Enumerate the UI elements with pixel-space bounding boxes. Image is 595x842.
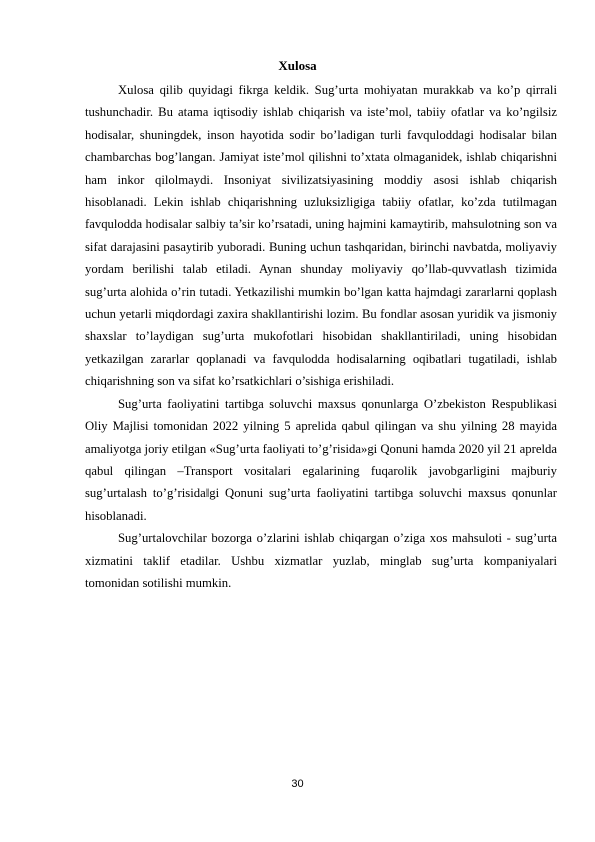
paragraph-conclusion-intro: Xulosa qilib quyidagi fikrga keldik. Sug’urta mohiyatan murakkab va ko’p qirrali tushunchadir. Bu atama iqtisodiy ishlab chiqarish va iste’mol, tabiiy ofatlar va ko’ngilsiz hodisalar, shuningdek, inson hayotida sodir bo’ladigan turli favquloddagi hodisalar bilan chambarchas bog’langan. Jamiyat iste’mol qilishni to’xtata olmaganidek, ishlab chiqarishni ham inkor qilolmaydi. Insoniyat sivilizatsiyasining moddiy asosi ishlab chiqarish hisoblanadi. Lekin ishlab chiqarishning uzluksizligiga tabiiy ofatlar, ko’zda tutilmagan favqulodda hodisalar salbiy ta’sir ko’rsatadi, uning hajmini kamaytirib, mahsulotning son va sifat darajasini pasaytirib yuboradi. Buning uchun tashqaridan, birinchi navbatda, moliyaviy yordam berilishi talab etiladi. Aynan shunday moliyaviy qo’llab-quvvatlash tizimida sug’urta alohida o’rin tutadi. Yetkazilishi mumkin bo’lgan katta hajmdagi zararlarni qoplash uchun yetarli miqdordagi zaxira shakllantirishi lozim. Bu fondlar asosan yuridik va jismoniy shaxslar to’laydigan sug’urta mukofotlari hisobidan shakllantiriladi, uning hisobidan yetkazilgan zararlar qoplanadi va favqulodda hodisalarning oqibatlari tugatiladi, ishlab chiqarishning son va sifat ko’rsatkichlari o’sishiga erishiladi. bbox=[85, 83, 557, 389]
page-number: 30 bbox=[291, 778, 304, 790]
paragraph-insurers-market: Sug’urtalovchilar bozorga o’zlarini ishlab chiqargan o’ziga xos mahsuloti - sug’urta xizmatini taklif etadilar. Ushbu xizmatlar yuzlab, minglab sug’urta kompaniyalari tomonidan sotilishi mumkin. bbox=[85, 531, 557, 590]
page-title: Xulosa bbox=[278, 58, 317, 73]
paragraph-insurance-laws: Sug’urta faoliyatini tartibga soluvchi maxsus qonunlarga O’zbekiston Respublikasi Oliy Majlisi tomonidan 2022 yilning 5 aprelida qabul qilingan va shu yilning 28 mayida amaliyotga joriy etilgan «Sug’urta faoliyati to’g’risida»gi Qonuni hamda 2020 yil 21 aprelda qabul qilingan ‒Transport vositalari egalarining fuqarolik javobgarligini majburiy sug’urtalash to’g’risida‖gi Qonuni sug’urta faoliyatini tartibga soluvchi maxsus qonunlar hisoblanadi. bbox=[85, 396, 557, 523]
document-body bbox=[85, 79, 557, 594]
